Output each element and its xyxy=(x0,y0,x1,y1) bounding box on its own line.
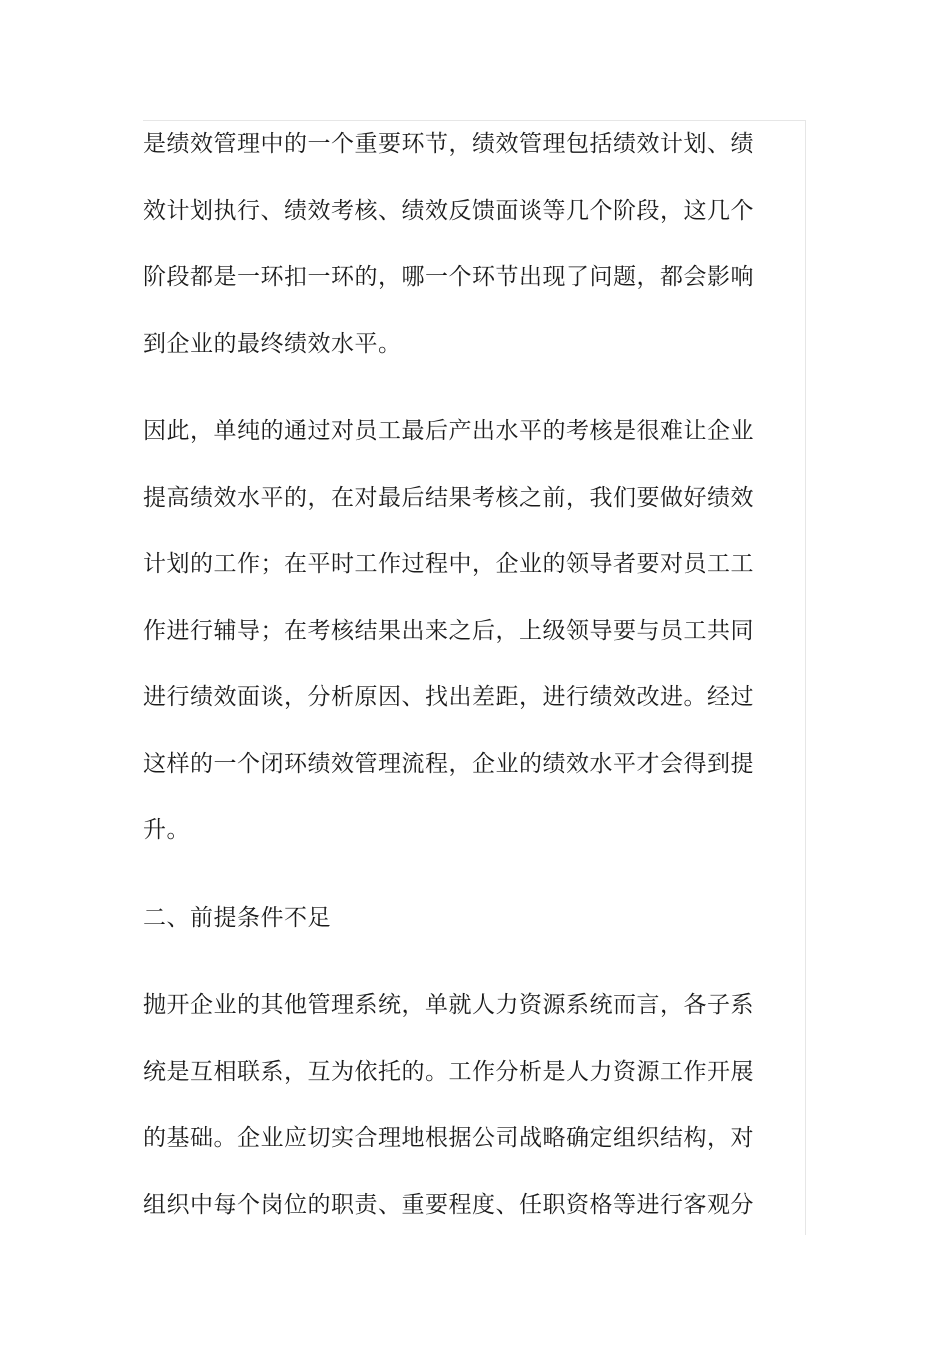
text-line: 的基础。企业应切实合理地根据公司战略确定组织结构，对 xyxy=(143,1125,754,1151)
text-line: 计划的工作；在平时工作过程中，企业的领导者要对员工工 xyxy=(143,551,754,577)
paragraph-gap xyxy=(143,388,743,409)
heading-line: 二、前提条件不足 xyxy=(143,904,331,931)
paragraph-performance-management xyxy=(143,122,754,388)
paragraph-gap xyxy=(143,962,743,983)
paragraph-therefore xyxy=(143,409,754,875)
text-line: 到企业的最终绩效水平。 xyxy=(143,330,402,357)
text-line: 抛开企业的其他管理系统，单就人力资源系统而言，各子系 xyxy=(143,992,754,1018)
text-line: 效计划执行、绩效考核、绩效反馈面谈等几个阶段，这几个 xyxy=(143,197,754,224)
text-line: 这样的一个闭环绩效管理流程，企业的绩效水平才会得到提 xyxy=(143,750,754,777)
text-line: 是绩效管理中的一个重要环节，绩效管理包括绩效计划、绩 xyxy=(143,131,754,157)
text-line: 因此，单纯的通过对员工最后产出水平的考核是很难让企业 xyxy=(143,418,754,444)
text-line: 统是互相联系，互为依托的。工作分析是人力资源工作开展 xyxy=(143,1058,754,1085)
text-line: 升。 xyxy=(143,817,190,843)
document-body xyxy=(143,122,754,1249)
section-heading xyxy=(143,896,743,963)
text-line: 作进行辅导；在考核结果出来之后，上级领导要与员工共同 xyxy=(143,617,754,644)
text-line: 提高绩效水平的，在对最后结果考核之前，我们要做好绩效 xyxy=(143,484,754,511)
paragraph-gap xyxy=(143,875,743,896)
paragraph-hr-system xyxy=(143,983,754,1249)
text-line: 组织中每个岗位的职责、重要程度、任职资格等进行客观分 xyxy=(143,1191,754,1218)
text-line: 进行绩效面谈，分析原因、找出差距，进行绩效改进。经过 xyxy=(143,684,754,710)
text-line: 阶段都是一环扣一环的，哪一个环节出现了问题，都会影响 xyxy=(143,264,754,290)
